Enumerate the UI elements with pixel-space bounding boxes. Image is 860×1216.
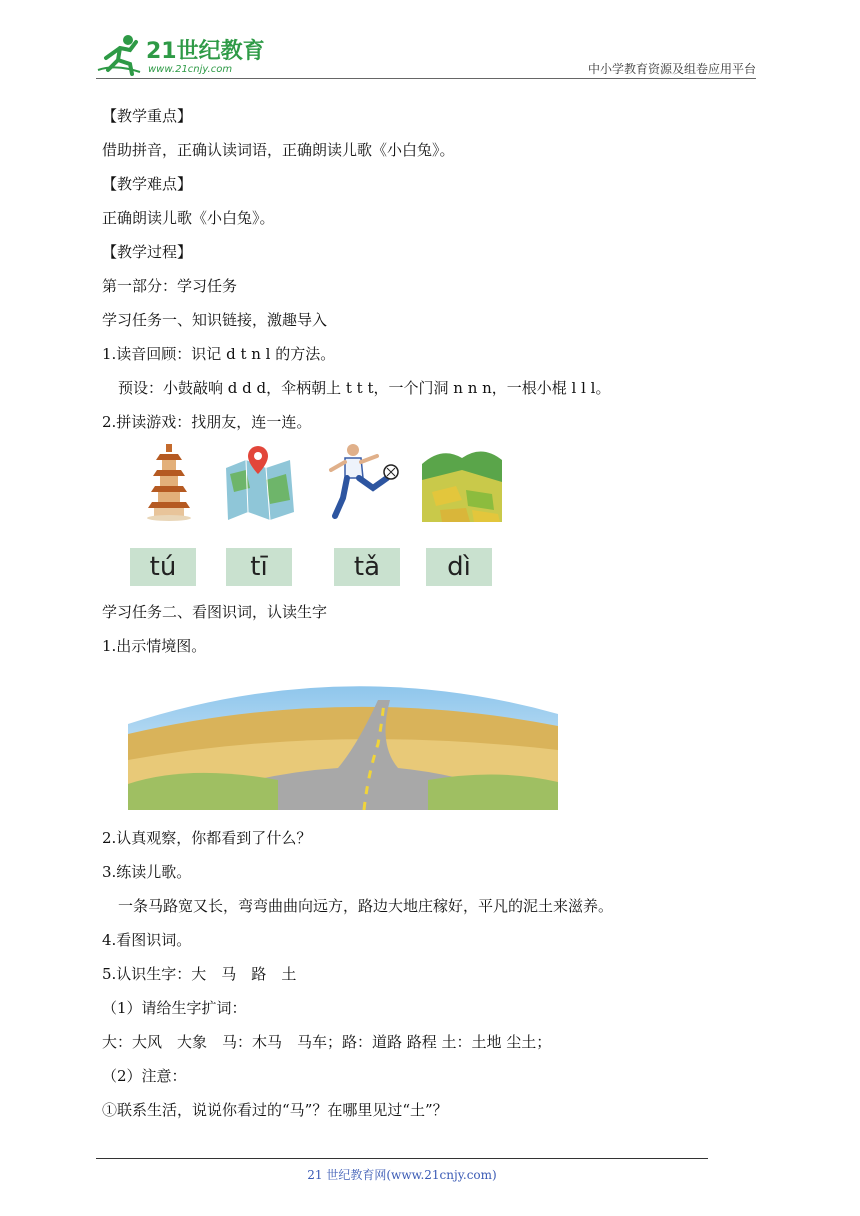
footer-divider	[96, 1158, 708, 1159]
pinyin-card-ta: tǎ	[334, 548, 400, 586]
task-one-title: 学习任务一、知识链接，激趣导入	[102, 311, 328, 329]
road-scene-image	[128, 664, 558, 810]
heading-key-points: 【教学重点】	[102, 107, 193, 125]
svg-text:www.21cnjy.com: www.21cnjy.com	[148, 64, 233, 75]
platform-label: 中小学教育资源及组卷应用平台	[587, 62, 756, 76]
step-picture-words: 4.看图识词。	[102, 931, 192, 949]
preset-text: 预设：小鼓敲响 d d d，伞柄朝上 t t t，一个门洞 n n n，一根小棍 l l l。	[118, 379, 611, 397]
footer-link[interactable]: 21 世纪教育网(www.21cnjy.com)	[307, 1168, 497, 1182]
sub-extend-words: （1）请给生字扩词：	[102, 999, 247, 1017]
sub-note: （2）注意：	[102, 1067, 187, 1085]
pinyin-card-ti: tī	[226, 548, 292, 586]
step-game: 2.拼读游戏：找朋友，连一连。	[102, 413, 312, 431]
step-observe: 2.认真观察，你都看到了什么？	[102, 829, 312, 847]
runner-icon	[98, 35, 140, 74]
page-header	[96, 30, 756, 78]
farmland-image	[422, 440, 502, 522]
extend-words-text: 大：大风 大象 马：木马 马车；路：道路 路程 土：土地 尘土；	[102, 1033, 552, 1051]
difficulty-text: 正确朗读儿歌《小白兔》。	[102, 209, 275, 227]
svg-text:21世纪教育: 21世纪教育	[146, 39, 265, 64]
task-two-title: 学习任务二、看图识词，认读生字	[102, 603, 328, 621]
soccer-player-image	[325, 440, 405, 522]
picture-row	[130, 440, 510, 530]
header-divider	[96, 78, 756, 79]
heading-process: 【教学过程】	[102, 243, 193, 261]
pinyin-card-tu: tú	[130, 548, 196, 586]
note-item-1: ①联系生活，说说你看过的“马”？在哪里见过“土”？	[102, 1101, 448, 1119]
pinyin-card-di: dì	[426, 548, 492, 586]
key-points-text: 借助拼音，正确认读词语，正确朗读儿歌《小白兔》。	[102, 141, 455, 159]
step-show-picture: 1.出示情境图。	[102, 637, 207, 655]
part-one-title: 第一部分：学习任务	[102, 277, 238, 295]
site-logo	[96, 30, 266, 76]
step-new-characters: 5.认识生字：大 马 路 土	[102, 965, 297, 983]
map-pin-image	[220, 440, 300, 522]
poem-text: 一条马路宽又长，弯弯曲曲向远方，路边大地庄稼好，平凡的泥土来滋养。	[118, 897, 614, 915]
step-read-poem: 3.练读儿歌。	[102, 863, 192, 881]
pagoda-image	[130, 440, 210, 522]
step-review: 1.读音回顾：识记 d t n l 的方法。	[102, 345, 336, 363]
heading-difficulty: 【教学难点】	[102, 175, 193, 193]
